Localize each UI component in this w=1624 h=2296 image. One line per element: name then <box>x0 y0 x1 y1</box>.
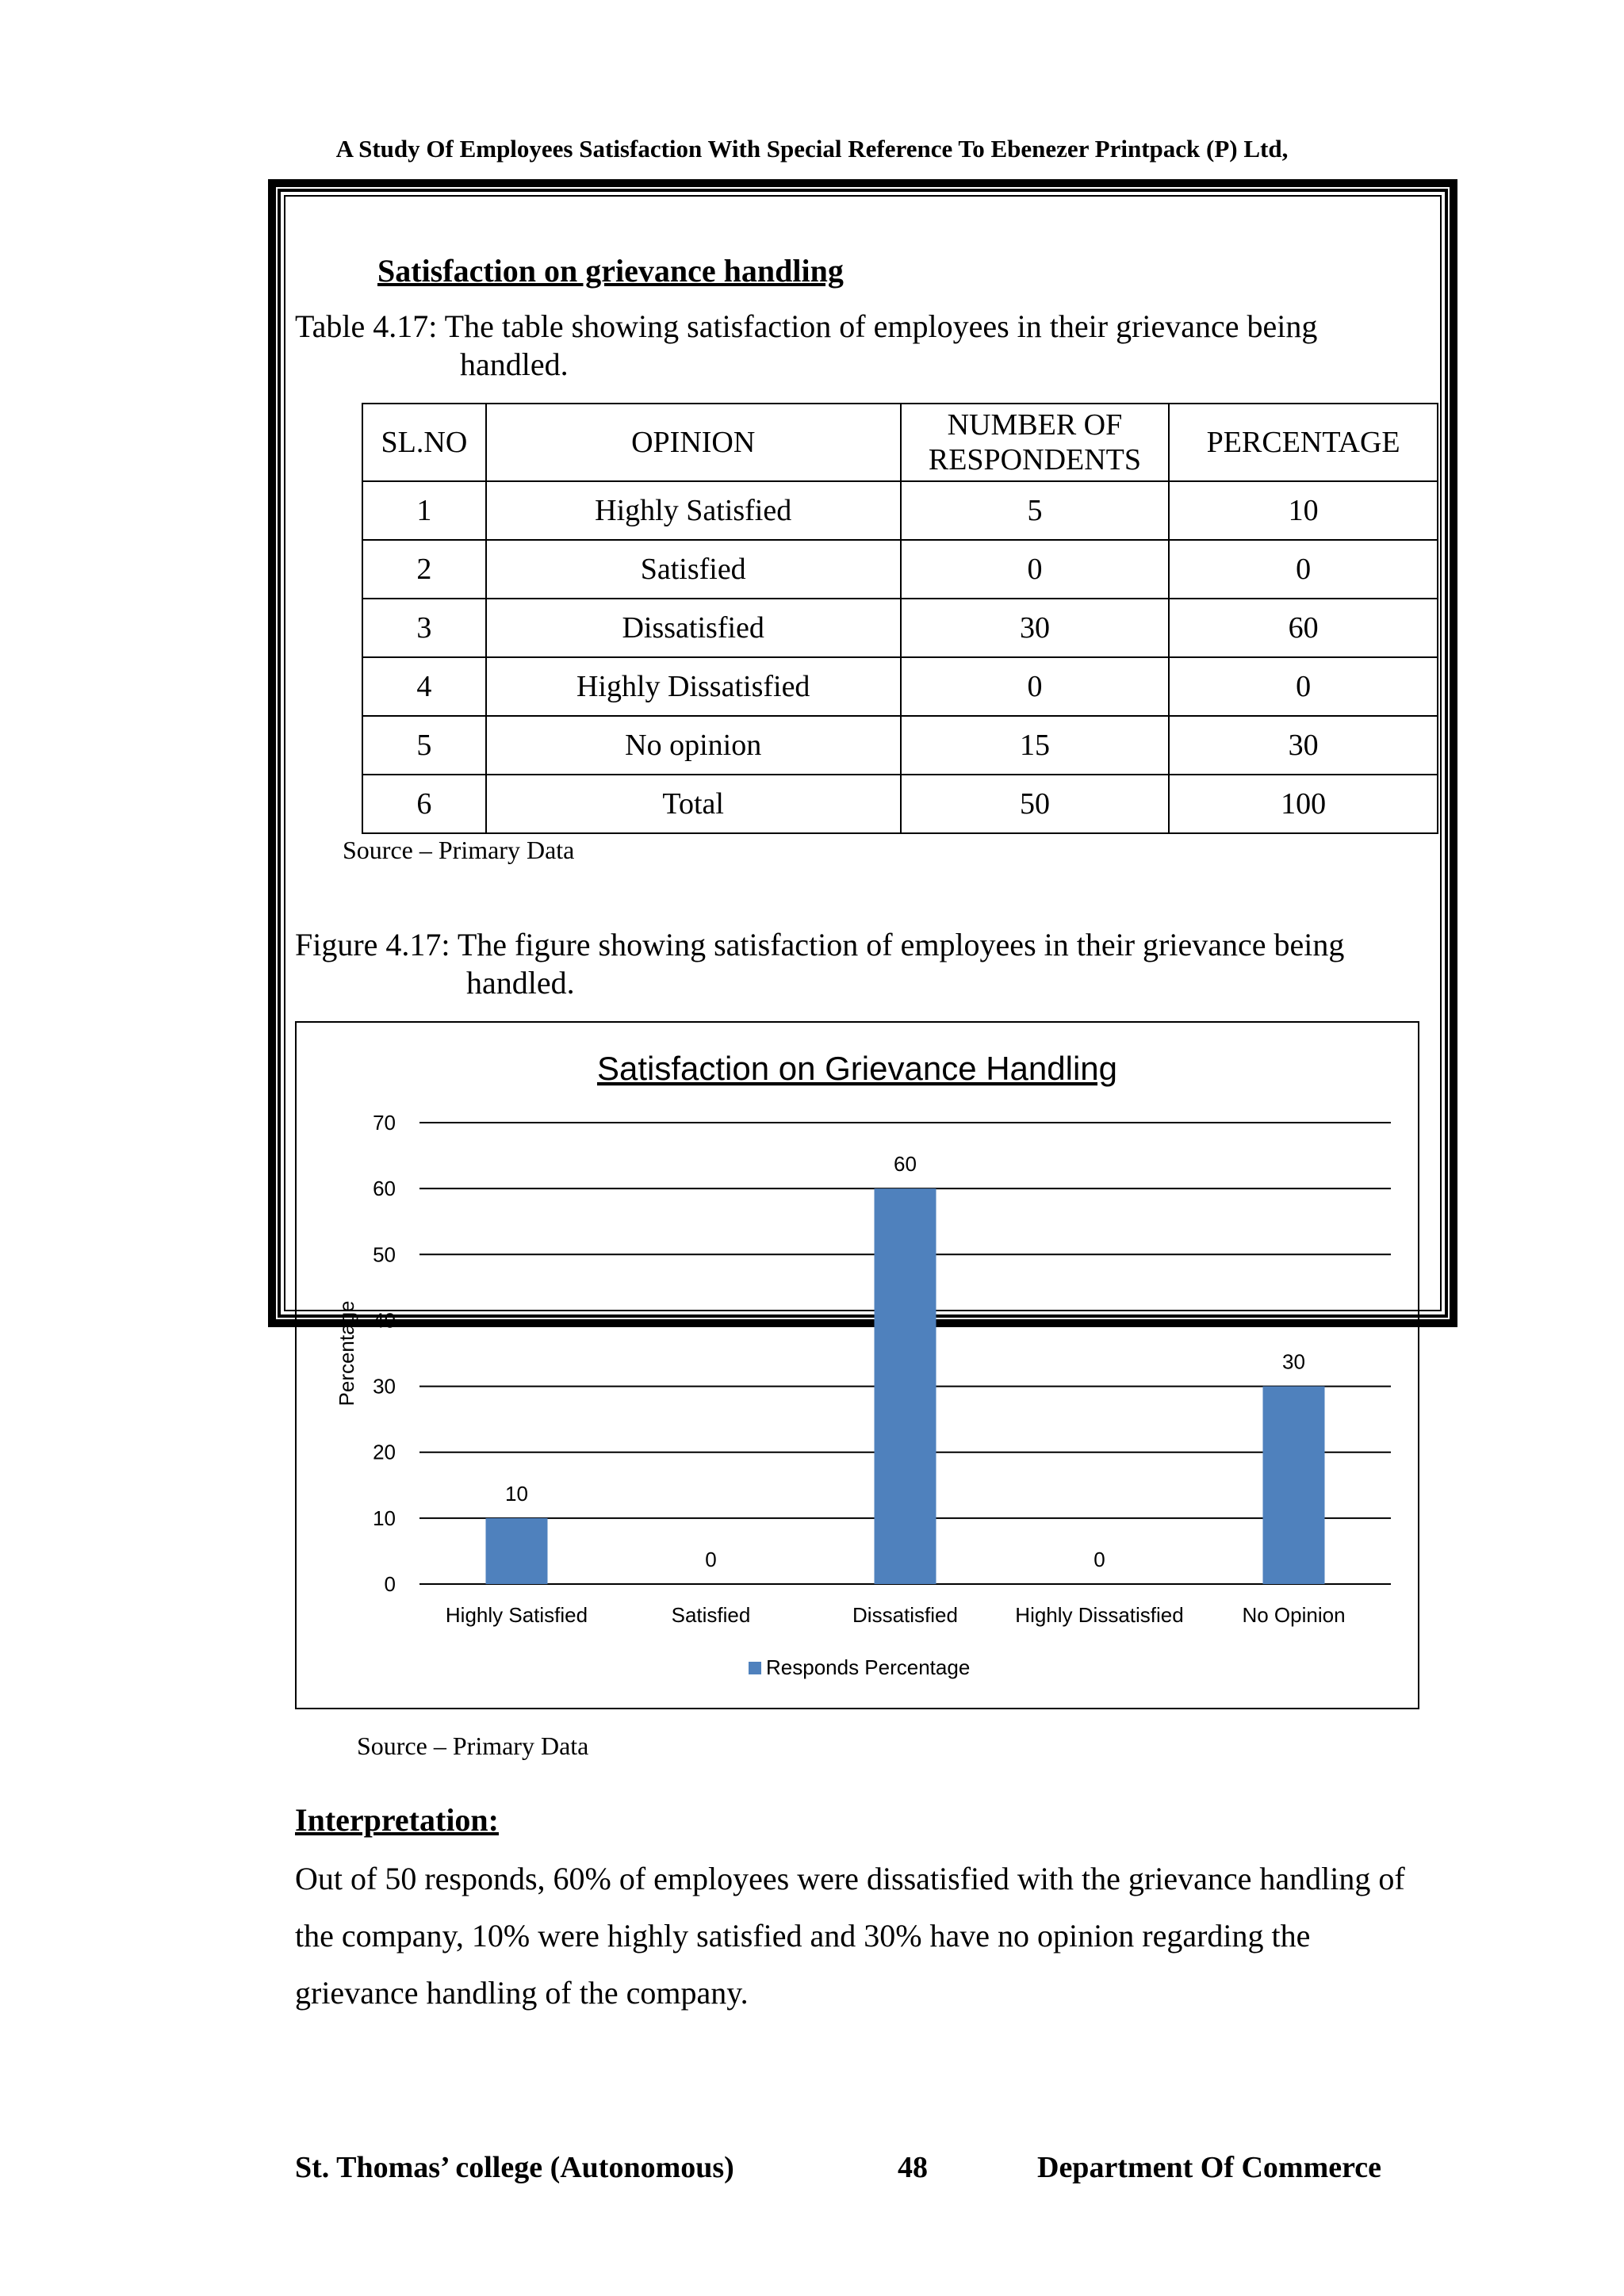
cell-slno: 4 <box>362 657 486 716</box>
figure-caption-line1: Figure 4.17: The figure showing satisfaction of employees in their grievance being <box>295 927 1345 962</box>
y-tick-label: 0 <box>384 1572 396 1596</box>
y-tick-label: 60 <box>373 1177 396 1201</box>
footer-page-number: 48 <box>898 2151 928 2184</box>
cell-slno: 5 <box>362 716 486 775</box>
cell-opinion: Total <box>486 775 901 833</box>
bar <box>875 1188 936 1584</box>
cell-percentage: 100 <box>1169 775 1438 833</box>
cell-percentage: 30 <box>1169 716 1438 775</box>
cell-slno: 2 <box>362 540 486 599</box>
cell-slno: 6 <box>362 775 486 833</box>
figure-caption-line2: handled. <box>466 965 575 1001</box>
y-axis-label: Percentage <box>335 1300 358 1406</box>
cell-percentage: 60 <box>1169 599 1438 657</box>
table-row <box>362 540 1438 599</box>
footer-department: Department Of Commerce <box>1037 2151 1382 2184</box>
x-tick-label: Highly Dissatisfied <box>1015 1603 1184 1627</box>
x-tick-label: Satisfied <box>671 1603 751 1627</box>
cell-slno: 3 <box>362 599 486 657</box>
header-opinion: OPINION <box>486 404 901 481</box>
cell-respondents: 0 <box>901 657 1170 716</box>
cell-slno: 1 <box>362 481 486 540</box>
data-label: 0 <box>705 1548 717 1571</box>
data-label: 0 <box>1094 1548 1105 1571</box>
cell-opinion: Satisfied <box>486 540 901 599</box>
cell-opinion: No opinion <box>486 716 901 775</box>
data-label: 30 <box>1282 1349 1305 1374</box>
cell-opinion: Dissatisfied <box>486 599 901 657</box>
legend-swatch <box>749 1662 761 1674</box>
interpretation-body: Out of 50 responds, 60% of employees were dissatisfied with the grievance handling of the company, 10% were highly satisfied and 30% have no opinion regarding the grievance handling of the company. <box>295 1861 1405 2011</box>
running-header: A Study Of Employees Satisfaction With Special Reference To Ebenezer Printpack (P) Ltd, <box>335 135 1289 163</box>
cell-percentage: 0 <box>1169 540 1438 599</box>
bar <box>1263 1387 1325 1584</box>
y-tick-label: 30 <box>373 1374 396 1399</box>
table-row <box>362 775 1438 833</box>
y-tick-label: 50 <box>373 1242 396 1267</box>
y-tick-label: 70 <box>373 1111 396 1135</box>
y-tick-label: 20 <box>373 1440 396 1464</box>
cell-respondents: 5 <box>901 481 1170 540</box>
table-source: Source – Primary Data <box>343 836 575 864</box>
interpretation-title: Interpretation: <box>295 1802 499 1838</box>
chart-container <box>295 1021 1419 1709</box>
cell-percentage: 0 <box>1169 657 1438 716</box>
table-caption-line2: handled. <box>460 346 569 382</box>
data-label: 10 <box>505 1481 528 1506</box>
header-respondents: NUMBER OF RESPONDENTS <box>901 404 1170 481</box>
figure-caption <box>295 926 1421 1002</box>
cell-respondents: 15 <box>901 716 1170 775</box>
satisfaction-table <box>362 403 1438 834</box>
table-row <box>362 599 1438 657</box>
table-caption <box>295 308 1421 384</box>
legend-label: Responds Percentage <box>766 1655 971 1679</box>
table-row <box>362 657 1438 716</box>
cell-respondents: 0 <box>901 540 1170 599</box>
y-tick-label: 10 <box>373 1506 396 1530</box>
table-caption-line1: Table 4.17: The table showing satisfaction of employees in their grievance being <box>295 308 1318 344</box>
x-tick-label: Dissatisfied <box>852 1603 958 1627</box>
cell-respondents: 30 <box>901 599 1170 657</box>
figure-source: Source – Primary Data <box>357 1732 589 1760</box>
y-tick-label: 40 <box>373 1308 396 1333</box>
footer-college: St. Thomas’ college (Autonomous) <box>295 2151 734 2184</box>
bar <box>486 1518 548 1584</box>
cell-opinion: Highly Dissatisfied <box>486 657 901 716</box>
bar-chart <box>297 1023 1418 1708</box>
section-title: Satisfaction on grievance handling <box>377 253 844 289</box>
x-tick-label: No Opinion <box>1242 1603 1346 1627</box>
data-label: 60 <box>894 1152 917 1177</box>
cell-percentage: 10 <box>1169 481 1438 540</box>
chart-title: Satisfaction on Grievance Handling <box>596 1050 1118 1087</box>
table-header-row <box>362 404 1438 481</box>
header-percentage: PERCENTAGE <box>1169 404 1438 481</box>
table-row <box>362 716 1438 775</box>
table-row <box>362 481 1438 540</box>
cell-respondents: 50 <box>901 775 1170 833</box>
cell-opinion: Highly Satisfied <box>486 481 901 540</box>
x-tick-label: Highly Satisfied <box>445 1603 588 1627</box>
header-slno: SL.NO <box>362 404 486 481</box>
